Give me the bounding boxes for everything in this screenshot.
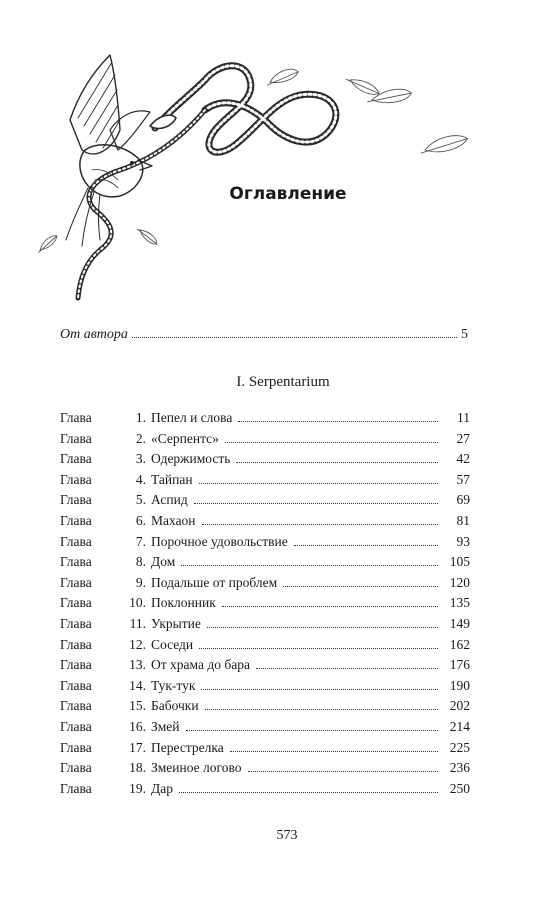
chapter-number: 17. (129, 739, 146, 755)
toc-chapter-row[interactable] (60, 492, 470, 513)
chapter-number: 12. (129, 636, 146, 652)
bird-wing (70, 55, 120, 154)
toc-chapter-row[interactable] (60, 719, 470, 740)
chapter-word: Глава (60, 718, 92, 734)
leader-dots (202, 524, 438, 525)
leader-dots (256, 668, 438, 669)
feather-icon (366, 87, 412, 107)
chapter-number: 16. (129, 718, 146, 734)
chapter-title: Поклонник (151, 595, 216, 611)
feather-icon (344, 74, 381, 98)
chapter-word: Глава (60, 698, 92, 714)
chapter-title: Укрытие (151, 615, 201, 631)
page-number: 573 (276, 828, 298, 843)
leader-dots (199, 483, 438, 484)
chapter-title: От храма до бара (151, 657, 250, 673)
leader-dots (207, 627, 438, 628)
chapter-title: Соседи (151, 636, 194, 652)
leader-dots (294, 545, 438, 546)
chapter-title: Аспид (151, 492, 188, 508)
chapter-number: 10. (129, 595, 146, 611)
chapter-title: Подальше от проблем (151, 574, 278, 590)
chapter-page: 105 (449, 554, 470, 570)
toc-chapter-row[interactable] (60, 595, 470, 616)
chapter-title: Тук-тук (151, 677, 196, 693)
toc-chapter-row[interactable] (60, 472, 470, 493)
toc-chapter-row[interactable] (60, 657, 470, 678)
feather-icon (418, 132, 469, 158)
toc-chapter-row[interactable] (60, 678, 470, 699)
toc-chapter-row[interactable] (60, 431, 470, 452)
leader-dots (132, 337, 457, 338)
chapter-word: Глава (60, 410, 92, 425)
serpent-tail (78, 110, 205, 298)
chapter-page: 135 (449, 595, 470, 611)
chapter-number: 18. (129, 760, 146, 776)
chapter-page: 236 (449, 760, 470, 776)
chapter-title: Порочное удовольствие (151, 533, 288, 549)
chapter-page: 42 (456, 451, 470, 467)
chapter-page: 190 (449, 677, 470, 693)
chapter-title: Дар (151, 780, 173, 796)
chapter-word: Глава (60, 595, 92, 611)
chapter-word: Глава (60, 615, 92, 631)
chapter-number: 6. (135, 512, 146, 528)
chapter-word: Глава (60, 512, 92, 528)
page-title: Оглавление (229, 184, 347, 204)
chapter-word: Глава (60, 739, 92, 755)
leader-dots (194, 503, 438, 504)
chapter-word: Глава (60, 636, 92, 652)
chapter-title: Змей (151, 718, 180, 734)
chapter-word: Глава (60, 533, 92, 549)
chapter-title: Одержимость (151, 451, 231, 467)
chapter-page: 162 (449, 636, 470, 652)
toc-chapter-row[interactable] (60, 637, 470, 658)
chapter-title: Дом (151, 554, 176, 570)
chapter-page: 250 (449, 780, 470, 796)
toc-chapter-row[interactable] (60, 534, 470, 555)
leader-dots (225, 442, 438, 443)
toc-chapter-row[interactable] (60, 554, 470, 575)
chapter-page: 11 (457, 410, 470, 425)
bird-serpent-illustration (0, 0, 558, 320)
chapter-word: Глава (60, 677, 92, 693)
leader-dots (238, 421, 438, 422)
leader-dots (248, 771, 439, 772)
chapter-page: 57 (456, 471, 470, 487)
toc-chapter-row[interactable] (60, 410, 470, 431)
chapter-list (60, 410, 470, 801)
leader-dots (283, 586, 438, 587)
chapter-number: 7. (135, 533, 146, 549)
chapter-word: Глава (60, 657, 92, 673)
leader-dots (199, 648, 438, 649)
toc-entry-author[interactable] (60, 327, 468, 343)
chapter-number: 5. (135, 492, 146, 508)
chapter-word: Глава (60, 471, 92, 487)
chapter-word: Глава (60, 492, 92, 508)
chapter-page: 120 (449, 574, 470, 590)
feather-icon (35, 233, 59, 255)
leader-dots (205, 709, 438, 710)
leader-dots (222, 606, 438, 607)
chapter-number: 15. (129, 698, 146, 714)
chapter-number: 3. (135, 451, 146, 467)
chapter-page: 202 (449, 698, 470, 714)
chapter-number: 2. (135, 430, 146, 446)
chapter-title: Пепел и слова (151, 410, 233, 425)
chapter-title: «Серпентс» (151, 430, 219, 446)
serpent-body (155, 66, 336, 152)
chapter-number: 9. (135, 574, 146, 590)
chapter-title: Махаон (151, 512, 196, 528)
chapter-number: 8. (135, 554, 146, 570)
chapter-word: Глава (60, 780, 92, 796)
chapter-number: 1. (135, 410, 146, 425)
chapter-title: Бабочки (151, 698, 199, 714)
toc-chapter-row[interactable] (60, 781, 470, 802)
toc-entry-label: От автора (60, 327, 128, 342)
leader-dots (201, 689, 438, 690)
toc-entry-page: 5 (461, 327, 468, 342)
chapter-word: Глава (60, 760, 92, 776)
chapter-number: 19. (129, 780, 146, 796)
chapter-page: 225 (449, 739, 470, 755)
chapter-number: 4. (135, 471, 146, 487)
part-title: I. Serpentarium (236, 374, 330, 390)
toc-chapter-row[interactable] (60, 575, 470, 596)
toc-chapter-row[interactable] (60, 513, 470, 534)
chapter-page: 81 (456, 512, 470, 528)
toc-chapter-row[interactable] (60, 698, 470, 719)
serpent-head (150, 115, 176, 128)
chapter-page: 69 (456, 492, 470, 508)
chapter-word: Глава (60, 451, 92, 467)
toc-chapter-row[interactable] (60, 740, 470, 761)
chapter-title: Тайпан (151, 471, 193, 487)
feather-icon (136, 225, 160, 247)
leader-dots (236, 462, 438, 463)
chapter-page: 27 (456, 430, 470, 446)
chapter-number: 13. (129, 657, 146, 673)
chapter-number: 11. (129, 615, 146, 631)
chapter-page: 214 (449, 718, 470, 734)
chapter-title: Перестрелка (151, 739, 224, 755)
leader-dots (230, 751, 438, 752)
chapter-page: 176 (449, 657, 470, 673)
chapter-number: 14. (129, 677, 146, 693)
chapter-page: 93 (456, 533, 470, 549)
chapter-page: 149 (449, 615, 470, 631)
chapter-title: Змеиное логово (151, 760, 242, 776)
toc-chapter-row[interactable] (60, 760, 470, 781)
chapter-word: Глава (60, 554, 92, 570)
leader-dots (186, 730, 438, 731)
chapter-word: Глава (60, 574, 92, 590)
toc-chapter-row[interactable] (60, 616, 470, 637)
leader-dots (181, 565, 438, 566)
leader-dots (179, 792, 438, 793)
feather-icon (264, 66, 300, 87)
toc-chapter-row[interactable] (60, 451, 470, 472)
chapter-word: Глава (60, 430, 92, 446)
